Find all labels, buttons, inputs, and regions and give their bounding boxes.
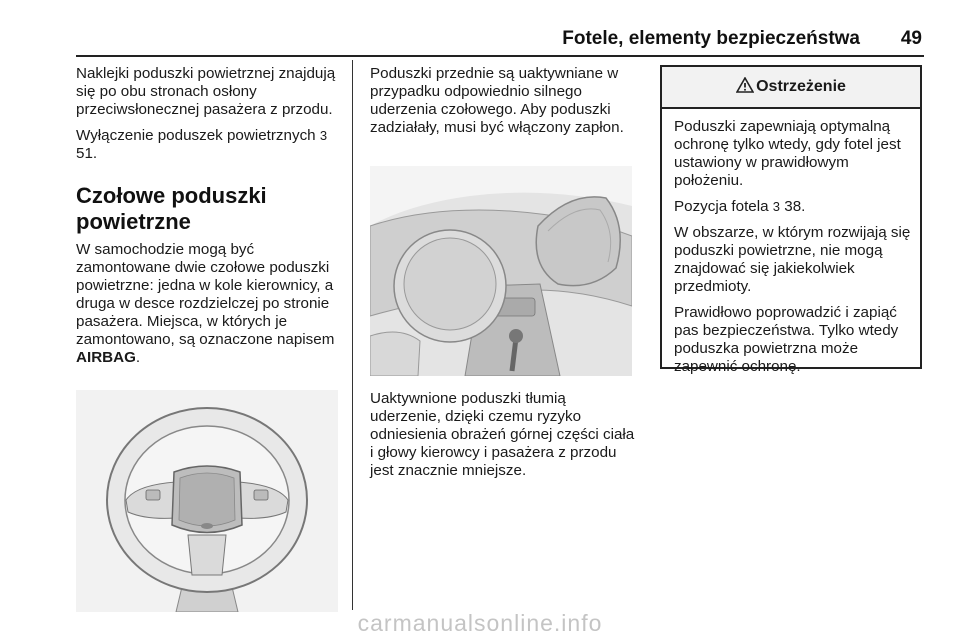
activation-paragraph: Poduszki przednie są uaktywniane w przypadku odpowiednio silnego uderzenia czołowego. Aby poduszki zadziałały, musi być włączony zapłon. [370,65,624,136]
header-title: Fotele, elementy bezpieczeństwa [562,28,860,49]
warning-body [662,109,920,376]
deactivation-paragraph [76,127,344,163]
page-ref-icon: 3 [319,128,328,143]
warning-seat-ref-paragraph [674,198,912,216]
middle-column-bottom [370,390,640,488]
deactivation-text: Wyłączenie poduszek powietrznych [76,127,316,144]
dashboard-airbag-illustration [370,166,632,376]
warning-seat-ref-page: 38. [784,198,806,215]
middle-column-top [370,65,638,145]
steering-wheel-illustration [76,390,338,612]
warning-seatbelt: Prawidłowo poprowadzić i zapiąć pas bezpieczeństwa. Tylko wtedy poduszka powietrzna może zapewnić ochronę. [674,304,899,375]
section-heading: Czołowe poduszki powietrzne [76,183,267,234]
front-airbags-text: W samochodzie mogą być zamontowane dwie czołowe poduszki powietrzne: jedna w kole kierownicy, a druga w desce rozdzielczej po stronie pasażera. Miejsca, w których je zamontowano, są oznaczone napisem [76,241,335,348]
page-number: 49 [900,28,922,49]
protection-paragraph: Uaktywnione poduszki tłumią uderzenie, dzięki czemu ryzyko odniesienia obrażeń górnej części ciała i głowy kierowcy i pasażera z przodu jest znacznie mniejsze. [370,390,635,479]
airbag-label: AIRBAG [76,349,136,366]
header-divider [76,55,924,57]
warning-header [662,67,920,109]
sticker-paragraph: Naklejki poduszki powietrznej znajdują się po obu stronach osłony przeciwsłonecznej pasażera z przodu. [76,65,336,118]
warning-box [660,65,922,375]
page-ref-icon: 3 [772,199,781,214]
column-divider [352,60,353,610]
left-column [76,65,344,375]
deactivation-page-ref: 51. [76,145,98,162]
warning-seat-ref-text: Pozycja fotela [674,198,769,215]
warning-icon [736,77,754,98]
front-airbags-end: . [135,349,141,366]
warning-no-objects: W obszarze, w którym rozwijają się poduszki powietrzne, nie mogą znajdować się jakiekolwiek przedmioty. [674,224,911,295]
front-airbags-paragraph [76,241,344,367]
warning-triangle-icon [736,77,754,93]
steering-wheel-icon [76,390,338,612]
watermark: carmanualsonline.info [357,610,603,636]
warning-seat-position: Poduszki zapewniają optymalną ochronę tylko wtedy, gdy fotel jest ustawiony w prawidłowym położeniu. [674,118,901,189]
warning-title: Ostrzeżenie [756,78,846,95]
deployed-airbags-icon [370,166,632,376]
